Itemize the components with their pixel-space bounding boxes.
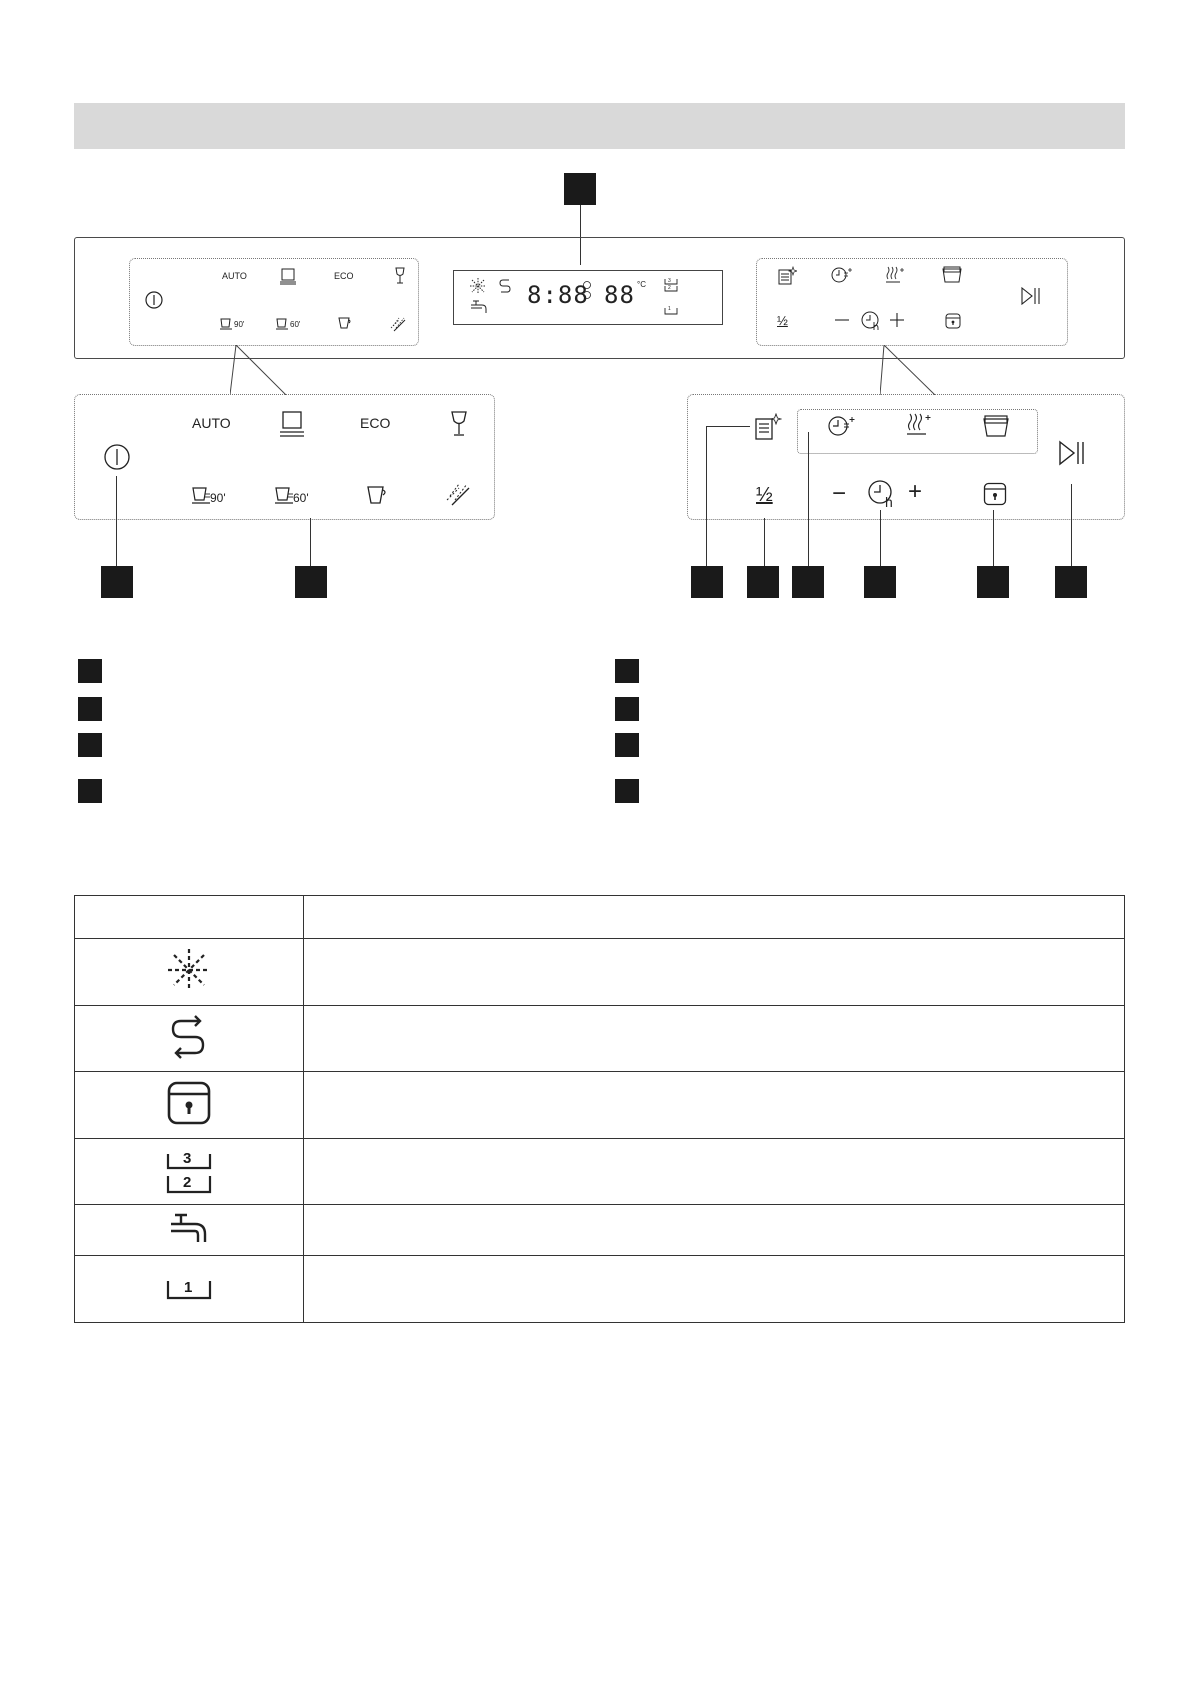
display-temp-unit: °C — [637, 280, 646, 289]
mini-eco-label[interactable]: ECO — [334, 271, 354, 281]
start-pause-button-icon[interactable] — [1058, 440, 1086, 466]
timesaver-button-icon[interactable] — [828, 415, 856, 437]
mini-machine-care-icon[interactable] — [941, 266, 963, 284]
auto-off-icon — [169, 1015, 209, 1059]
right-callout-connector — [880, 345, 940, 395]
mini-timesaver-icon[interactable] — [831, 266, 853, 284]
table-header-symbol — [75, 896, 304, 939]
eco-program-label[interactable]: ECO — [360, 415, 391, 431]
table-header-row — [75, 896, 1125, 939]
section-header-band — [74, 103, 1125, 149]
auto-program-label[interactable]: AUTO — [192, 415, 231, 431]
machine-care-button-icon[interactable] — [982, 415, 1010, 437]
leader-line-options — [808, 432, 809, 568]
table-row — [75, 1256, 1125, 1323]
display-auto-off-icon — [499, 278, 511, 294]
legend-marker-1 — [78, 659, 102, 683]
mini-prog90-label: 90' — [234, 320, 245, 329]
upper-baskets-icon — [165, 1150, 213, 1194]
mini-heat-plus-icon[interactable] — [885, 266, 905, 284]
display-temp-readout: 88 — [604, 281, 635, 309]
glass-program-icon[interactable] — [450, 410, 468, 438]
display-level-top: 3 — [668, 278, 671, 284]
pots-program-icon[interactable] — [278, 410, 306, 438]
delay-plus-button[interactable]: + — [908, 478, 923, 505]
legend-marker-5 — [615, 659, 639, 683]
mini-cup-icon[interactable] — [337, 316, 352, 330]
table-row — [75, 939, 1125, 1006]
legend-marker-6 — [615, 697, 639, 721]
mini-pot-icon[interactable] — [279, 267, 297, 285]
mini-auto-label[interactable]: AUTO — [222, 271, 247, 281]
legend-marker-4 — [78, 779, 102, 803]
legend-marker-3 — [78, 733, 102, 757]
power-button-icon[interactable] — [103, 443, 131, 471]
marker-power — [101, 566, 133, 598]
indicator-table — [74, 895, 1125, 1323]
child-lock-icon — [167, 1081, 211, 1125]
legend-marker-2 — [78, 697, 102, 721]
extra-dry-button-icon[interactable] — [754, 413, 782, 441]
leader-line-extra-dry-v — [706, 426, 707, 568]
rinse-aid-icon — [166, 947, 212, 993]
basket-number-1: 1 — [184, 1279, 193, 1296]
leader-line-delay — [880, 510, 881, 568]
display-level-bottom: 1 — [668, 306, 671, 312]
basket-number-2: 2 — [183, 1173, 192, 1191]
half-load-label[interactable]: ½ — [756, 484, 773, 506]
mini-minus-icon[interactable] — [834, 318, 850, 322]
display-tap-icon — [470, 300, 488, 314]
table-row — [75, 1072, 1125, 1139]
mini-child-lock-icon[interactable] — [945, 313, 961, 329]
display-rinse-aid-icon — [470, 278, 486, 294]
display-marker — [564, 173, 596, 205]
mini-program-group — [129, 258, 419, 346]
mini-quick-rinse-icon[interactable] — [390, 316, 406, 332]
left-callout-connector — [230, 345, 290, 395]
water-tap-icon — [169, 1212, 209, 1244]
leader-line-extra-dry-h — [706, 426, 750, 427]
leader-line-half-load — [764, 518, 765, 568]
table-row — [75, 1006, 1125, 1072]
table-row — [75, 1139, 1125, 1205]
mini-prog90-icon[interactable] — [220, 318, 234, 330]
display-lower-basket-icon — [664, 307, 678, 315]
marker-start-pause — [1055, 566, 1087, 598]
marker-programs — [295, 566, 327, 598]
mini-half-load-label[interactable]: ½ — [777, 313, 788, 328]
program-60-icon[interactable] — [275, 487, 295, 505]
leader-line-programs — [310, 518, 311, 568]
display-level-mid: 2 — [668, 285, 671, 291]
display-upper-baskets-icon — [664, 277, 678, 293]
mini-glass-icon[interactable] — [394, 267, 406, 285]
marker-extra-dry — [691, 566, 723, 598]
mini-prog60-label: 60' — [290, 320, 301, 329]
leader-line-child-lock — [993, 510, 994, 568]
marker-child-lock — [977, 566, 1009, 598]
mini-plus-icon[interactable] — [889, 312, 905, 328]
basket-number-3: 3 — [183, 1149, 192, 1167]
mini-start-pause-icon[interactable] — [1021, 287, 1041, 305]
leader-line-start-pause — [1071, 484, 1072, 568]
legend-marker-8 — [615, 779, 639, 803]
rinse-hold-program-icon[interactable] — [446, 482, 470, 506]
marker-options — [792, 566, 824, 598]
mini-delay-start-icon — [860, 310, 882, 332]
table-header-description — [304, 896, 1125, 939]
display-clock-indicators-icon — [582, 280, 592, 300]
table-row — [75, 1205, 1125, 1256]
delay-hour-unit: h — [885, 494, 893, 510]
marker-delay — [864, 566, 896, 598]
quick-cup-program-icon[interactable] — [366, 484, 388, 506]
program-90-label: 90' — [210, 491, 226, 505]
lower-basket-icon — [165, 1278, 213, 1300]
program-90-icon[interactable] — [192, 487, 212, 505]
mini-extra-dry-icon[interactable] — [777, 266, 797, 286]
mini-prog60-icon[interactable] — [276, 318, 290, 330]
delay-minus-button[interactable]: − — [832, 480, 847, 507]
legend-marker-7 — [615, 733, 639, 757]
program-60-label: 60' — [293, 491, 309, 505]
leader-line-power — [116, 476, 117, 568]
child-lock-button-icon[interactable] — [983, 482, 1007, 506]
heat-plus-button-icon[interactable] — [906, 413, 932, 437]
display-time-readout: 8:88 — [527, 281, 589, 309]
mini-power-icon[interactable] — [144, 290, 164, 310]
marker-half-load — [747, 566, 779, 598]
